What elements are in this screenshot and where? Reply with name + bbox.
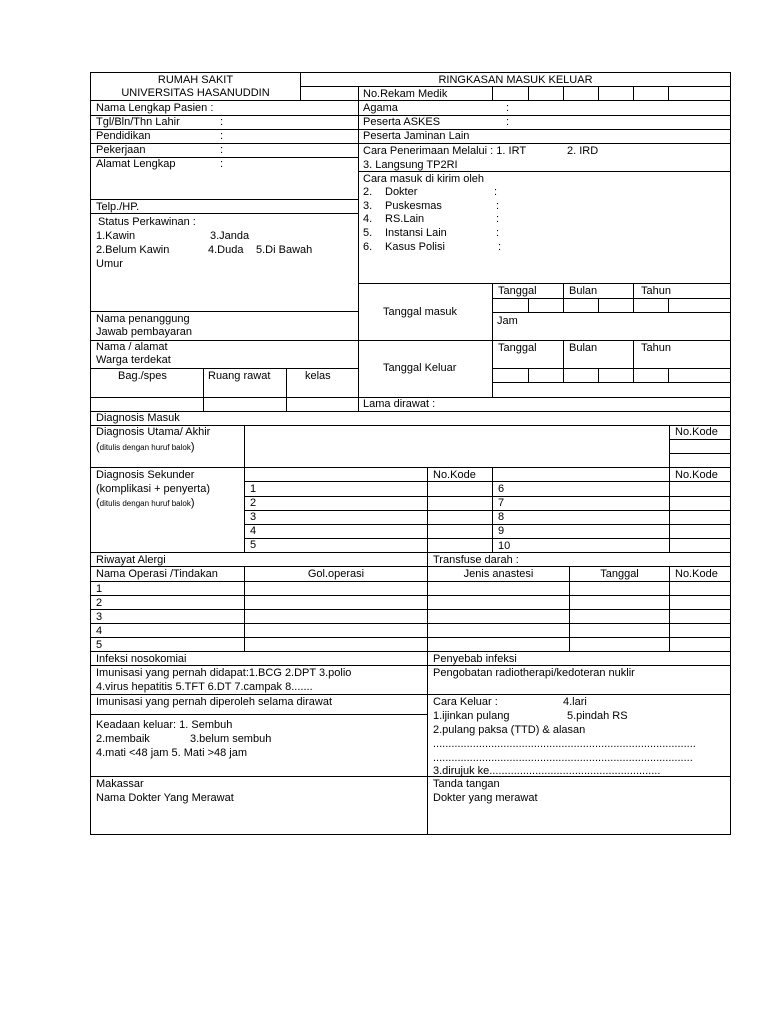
rule xyxy=(244,510,731,511)
row-number: 5 xyxy=(96,639,103,651)
rule xyxy=(90,72,731,73)
discharge-option-2: 2.pulang paksa (TTD) & alasan xyxy=(433,724,586,736)
rule xyxy=(90,311,358,312)
rule xyxy=(669,453,731,454)
phone-label: Telp./HP. xyxy=(96,201,140,213)
rule xyxy=(90,199,358,200)
rule xyxy=(668,368,669,383)
insurance-label: Peserta Jaminan Lain xyxy=(363,130,470,142)
block-letter-note-text: ditulis dengan huruf balok xyxy=(99,499,191,508)
complication-label: (komplikasi + penyerta) xyxy=(96,483,211,495)
colon: : xyxy=(220,130,224,142)
referral-label: Instansi Lain xyxy=(385,227,447,239)
referral-label: RS.Lain xyxy=(385,213,425,225)
row-number: 6 xyxy=(498,483,505,495)
row-number: 2 xyxy=(250,497,257,509)
hour-label: Jam xyxy=(497,315,518,327)
operation-date-header: Tanggal xyxy=(600,568,639,580)
rule xyxy=(669,425,670,553)
class-label: kelas xyxy=(305,370,331,382)
row-number: 8 xyxy=(498,511,505,523)
rule xyxy=(633,283,634,313)
colon: : xyxy=(506,102,510,114)
referral-num: 4. xyxy=(363,213,373,225)
rule xyxy=(427,552,428,567)
code-header: No.Kode xyxy=(675,568,718,580)
row-number: 3 xyxy=(250,511,257,523)
rule xyxy=(90,714,427,715)
colon: : xyxy=(494,186,498,198)
rule xyxy=(528,298,529,313)
colon: : xyxy=(496,200,500,212)
immunization-during-stay-label: Imunisasi yang pernah diperoleh selama dirawat xyxy=(96,696,333,708)
rule xyxy=(244,481,731,482)
rule xyxy=(90,72,91,835)
operation-name-header: Nama Operasi /Tindakan xyxy=(96,568,218,580)
condition-option-4-5: 4.mati <48 jam 5. Mati >48 jam xyxy=(96,747,248,759)
month-header: Bulan xyxy=(569,285,598,297)
rule xyxy=(669,566,670,652)
marital-status-title: Status Perkawinan : xyxy=(98,216,196,228)
rule xyxy=(358,86,359,412)
guarantor-label: Nama penanggung xyxy=(96,313,190,325)
rule xyxy=(598,86,599,101)
length-of-stay-label: Lama dirawat : xyxy=(363,398,436,410)
rule xyxy=(668,86,669,101)
signature-doctor-label: Dokter yang merawat xyxy=(433,792,538,804)
relative-label-2: Warga terdekat xyxy=(96,354,171,366)
marital-option-5-cont: Umur xyxy=(96,258,123,270)
admission-ird: 2. IRD xyxy=(567,145,599,157)
religion-label: Agama xyxy=(363,102,398,114)
rule xyxy=(598,298,599,313)
discharge-date-label: Tanggal Keluar xyxy=(383,362,457,374)
row-number: 1 xyxy=(96,583,103,595)
rule xyxy=(90,566,731,567)
rule xyxy=(90,694,731,695)
condition-label: Keadaan keluar: 1. Sembuh xyxy=(96,719,233,731)
hospital-university: UNIVERSITAS HASANUDDIN xyxy=(121,87,270,99)
row-number: 4 xyxy=(250,525,257,537)
colon: : xyxy=(506,116,510,128)
discharge-option-5: 5.pindah RS xyxy=(567,710,628,722)
hospital-name: RUMAH SAKIT xyxy=(157,74,234,86)
rule xyxy=(598,368,599,383)
rule xyxy=(427,651,428,835)
row-number: 9 xyxy=(498,525,505,537)
rule xyxy=(286,368,287,412)
rule xyxy=(90,637,731,638)
dotted-line: ...................................................................................... xyxy=(433,738,696,750)
discharge-option-3: 3.dirujuk ke........................................................ xyxy=(433,765,661,777)
rm-number-label: No.Rekam Medik xyxy=(363,88,448,100)
askes-label: Peserta ASKES xyxy=(363,116,441,128)
form-title: RINGKASAN MASUK KELUAR xyxy=(438,74,593,86)
admission-via-label: Cara Penerimaan Melalui : 1. IRT xyxy=(363,145,527,157)
colon: : xyxy=(496,213,500,225)
admission-date-label: Tanggal masuk xyxy=(383,306,457,318)
guarantor-label-2: Jawab pembayaran xyxy=(96,326,193,338)
rule xyxy=(90,609,731,610)
city-label: Makassar xyxy=(96,778,144,790)
referral-label: Dokter xyxy=(385,186,418,198)
attending-doctor-label: Nama Dokter Yang Merawat xyxy=(96,792,234,804)
radiotherapy-label: Pengobatan radiotherapi/kedoteran nuklir xyxy=(433,667,635,679)
rule xyxy=(492,86,493,101)
occupation-label: Pekerjaan xyxy=(96,144,146,156)
dob-label: Tgl/Bln/Thn Lahir xyxy=(96,116,180,128)
rule xyxy=(358,283,731,284)
colon: : xyxy=(498,241,502,253)
admission-diagnosis-label: Diagnosis Masuk xyxy=(96,412,180,424)
anesthesia-header: Jenis anastesi xyxy=(463,568,534,580)
nosocomial-infection-label: Infeksi nosokomiai xyxy=(96,653,187,665)
discharge-option-4: 4.lari xyxy=(563,696,587,708)
rule xyxy=(244,496,731,497)
rule xyxy=(668,298,669,313)
dotted-line: ..................................................................................... xyxy=(433,752,693,764)
discharge-option-1: 1.ijinkan pulang xyxy=(433,710,510,722)
colon: : xyxy=(220,158,224,170)
discharge-method-label: Cara Keluar : xyxy=(433,696,498,708)
year-header: Tahun xyxy=(641,285,671,297)
rule xyxy=(244,538,731,539)
relative-label: Nama / alamat xyxy=(96,341,168,353)
rule xyxy=(90,595,731,596)
immunization-label: Imunisasi yang pernah didapat:1.BCG 2.DPT 3.polio xyxy=(96,667,352,679)
allergy-label: Riwayat Alergi xyxy=(96,554,166,566)
rule xyxy=(563,283,564,313)
year-header: Tahun xyxy=(641,342,671,354)
secondary-diagnosis-label: Diagnosis Sekunder xyxy=(96,469,195,481)
referral-num: 6. xyxy=(363,241,373,253)
code-header: No.Kode xyxy=(433,469,476,481)
rule xyxy=(90,467,731,468)
immunization-label-2: 4.virus hepatitis 5.TFT 6.DT 7.campak 8....... xyxy=(96,681,313,693)
rule xyxy=(633,86,634,101)
condition-option-3: 3.belum sembuh xyxy=(190,733,272,745)
referral-num: 2. xyxy=(363,186,373,198)
marital-option-1: 1.Kawin xyxy=(96,230,136,242)
rule xyxy=(90,340,731,341)
marital-option-4: 4.Duda xyxy=(208,244,244,256)
rule xyxy=(90,834,731,835)
education-label: Pendidikan xyxy=(96,130,151,142)
colon: : xyxy=(496,227,500,239)
department-label: Bag./spes xyxy=(118,370,167,382)
day-header: Tanggal xyxy=(498,285,537,297)
operation-class-header: Gol.operasi xyxy=(307,568,365,580)
referral-label: Kasus Polisi xyxy=(385,241,445,253)
rule xyxy=(528,86,529,101)
primary-diagnosis-label: Diagnosis Utama/ Akhir xyxy=(96,426,211,438)
marital-option-2: 2.Belum Kawin xyxy=(96,244,170,256)
rule xyxy=(90,143,731,144)
rule xyxy=(492,283,493,397)
colon: : xyxy=(220,144,224,156)
rule xyxy=(90,581,731,582)
marital-option-3: 3.Janda xyxy=(210,230,250,242)
rule xyxy=(633,340,634,383)
month-header: Bulan xyxy=(569,342,598,354)
rule xyxy=(563,86,564,101)
rule xyxy=(244,425,245,553)
rule xyxy=(203,368,204,412)
row-number: 1 xyxy=(250,483,257,495)
row-number: 7 xyxy=(498,497,505,509)
block-letter-note: (ditulis dengan huruf balok) xyxy=(96,441,195,453)
row-number: 5 xyxy=(250,539,257,551)
marital-option-5: 5.Di Bawah xyxy=(256,244,313,256)
admission-tp2ri: 3. Langsung TP2RI xyxy=(363,159,458,171)
referral-num: 5. xyxy=(363,227,373,239)
patient-name-label: Nama Lengkap Pasien : xyxy=(96,102,214,114)
row-number: 3 xyxy=(96,611,103,623)
address-label: Alamat Lengkap xyxy=(96,158,176,170)
code-header: No.Kode xyxy=(675,426,718,438)
transfusion-label: Transfuse darah : xyxy=(433,554,519,566)
day-header: Tanggal xyxy=(498,342,537,354)
row-number: 4 xyxy=(96,625,103,637)
referral-num: 3. xyxy=(363,200,373,212)
block-letter-note: (ditulis dengan huruf balok) xyxy=(96,497,195,509)
infection-cause-label: Penyebab infeksi xyxy=(433,653,517,665)
rule xyxy=(90,368,358,369)
rule xyxy=(563,340,564,383)
code-header: No.Kode xyxy=(675,469,718,481)
rule xyxy=(528,368,529,383)
rule xyxy=(90,651,731,652)
referral-title: Cara masuk di kirim oleh xyxy=(363,173,485,185)
row-number: 2 xyxy=(96,597,103,609)
rule xyxy=(90,623,731,624)
rule xyxy=(90,552,731,553)
referral-label: Puskesmas xyxy=(385,200,442,212)
rule xyxy=(669,439,731,440)
rule xyxy=(244,524,731,525)
block-letter-note-text: ditulis dengan huruf balok xyxy=(99,443,191,452)
row-number: 10 xyxy=(498,540,511,552)
colon: : xyxy=(220,116,224,128)
ward-label: Ruang rawat xyxy=(208,370,271,382)
condition-option-2: 2.membaik xyxy=(96,733,150,745)
signature-label: Tanda tangan xyxy=(433,778,500,790)
rule xyxy=(90,411,731,412)
